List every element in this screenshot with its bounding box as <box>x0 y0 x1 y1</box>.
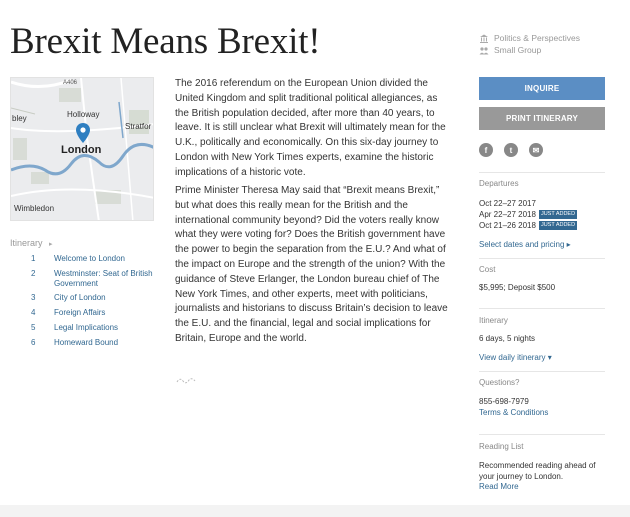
itinerary-item[interactable] <box>31 308 156 318</box>
just-added-badge: JUST ADDED <box>540 211 576 217</box>
departure-row <box>479 209 577 220</box>
trip-map[interactable] <box>10 77 154 221</box>
map-label-bley: bley <box>12 114 27 123</box>
divider <box>479 308 605 309</box>
map-pin-icon[interactable] <box>76 123 90 143</box>
inquire-button[interactable]: INQUIRE <box>479 77 605 100</box>
itinerary-item-label[interactable]: Homeward Bound <box>54 338 119 347</box>
itinerary-item[interactable] <box>31 323 156 333</box>
map-label-stratford: Stratfor <box>125 122 152 131</box>
departure-date: Oct 21–26 2018 <box>479 221 536 230</box>
group-label[interactable]: Small Group <box>494 45 542 55</box>
loading-spinner-icon <box>176 376 196 386</box>
just-added-badge: JUST ADDED <box>540 222 576 228</box>
reading-list-label: Reading List <box>479 442 524 451</box>
chevron-right-icon: ▸ <box>49 241 53 248</box>
itinerary-item-label[interactable]: Legal Implications <box>54 323 119 332</box>
twitter-icon[interactable]: t <box>504 143 518 157</box>
cost-value: $5,995; Deposit $500 <box>479 283 556 292</box>
intro-paragraph: The 2016 referendum on the European Union divided the United Kingdom and split traditional political allegiances, as the British population decided, after more than 40 years, to leave. It is still unclear what Brexit will ultimately mean for the U.K., politically and economically. On this six-day journey to London with New York Times experts, examine the historic implications of a historic vote. <box>175 78 446 178</box>
map-label-holloway: Holloway <box>67 110 100 119</box>
itinerary-item-label[interactable]: Westminster: Seat of British Government <box>54 269 153 288</box>
itinerary-item[interactable] <box>31 293 156 303</box>
trip-meta <box>479 32 580 56</box>
group-row <box>479 44 580 56</box>
read-more-link[interactable]: Read More <box>479 482 519 491</box>
itinerary-item[interactable] <box>31 254 156 264</box>
category-row <box>479 32 580 44</box>
print-itinerary-button[interactable]: PRINT ITINERARY <box>479 107 605 130</box>
divider <box>479 172 605 173</box>
map-label-london: London <box>61 144 102 156</box>
itinerary-item-number: 4 <box>31 308 36 317</box>
departure-date: Oct 22–27 2017 <box>479 199 536 208</box>
category-label[interactable]: Politics & Perspectives <box>494 33 580 43</box>
itinerary-item-label[interactable]: Welcome to London <box>54 254 126 263</box>
view-daily-itinerary-link[interactable]: View daily itinerary ▾ <box>479 353 552 362</box>
cost-label: Cost <box>479 265 496 274</box>
itinerary-item[interactable] <box>31 338 156 348</box>
itinerary-item-number: 5 <box>31 323 36 332</box>
departures-label: Departures <box>479 179 519 188</box>
itinerary-list <box>31 254 156 353</box>
itinerary-item[interactable] <box>31 269 156 289</box>
page-title: Brexit Means Brexit! <box>10 21 321 62</box>
email-icon[interactable]: ✉ <box>529 143 543 157</box>
departure-date: Apr 22–27 2018 <box>479 210 536 219</box>
departure-row <box>479 198 577 209</box>
footer-strip <box>0 505 630 517</box>
reading-list-text: Recommended reading ahead of your journey to London. <box>479 461 596 481</box>
itinerary-header-label: Itinerary <box>10 238 43 248</box>
building-icon <box>479 34 489 43</box>
phone-number[interactable]: 855-698-7979 <box>479 397 529 406</box>
itinerary-side-label: Itinerary <box>479 316 508 325</box>
itinerary-item-number: 2 <box>31 269 36 278</box>
map-label-a406: A406 <box>63 80 78 86</box>
detail-paragraph: Prime Minister Theresa May said that “Brexit means Brexit,” but what does this really mean for the British and the international community beyond? Did the voters really know what they were voting for? Does the British government have the power to begin the separation from the E.U.? And what of the impact on Europe and the strength of the union? With the guidance of Steve Erlanger, the London bureau chief of The New York Times, and other experts, meet with politicians, journalists and historians to discuss Britain’s decision to leave the E.U. and the financial, legal and social implications for Britain, Europe and the world. <box>175 185 448 344</box>
departures-list <box>479 198 577 231</box>
divider <box>479 434 605 435</box>
itinerary-item-label[interactable]: Foreign Affairs <box>54 308 106 317</box>
facebook-icon[interactable]: f <box>479 143 493 157</box>
itinerary-duration: 6 days, 5 nights <box>479 334 536 343</box>
terms-link[interactable]: Terms & Conditions <box>479 408 549 417</box>
map-label-wimbledon: Wimbledon <box>14 204 55 213</box>
divider <box>479 371 605 372</box>
group-icon <box>479 46 489 55</box>
itinerary-header[interactable] <box>10 238 53 248</box>
itinerary-item-label[interactable]: City of London <box>54 293 106 302</box>
questions-label: Questions? <box>479 378 520 387</box>
itinerary-item-number: 1 <box>31 254 36 263</box>
itinerary-item-number: 3 <box>31 293 36 302</box>
divider <box>479 258 605 259</box>
select-dates-link[interactable]: Select dates and pricing ▸ <box>479 240 571 249</box>
departure-row <box>479 220 577 231</box>
itinerary-item-number: 6 <box>31 338 36 347</box>
